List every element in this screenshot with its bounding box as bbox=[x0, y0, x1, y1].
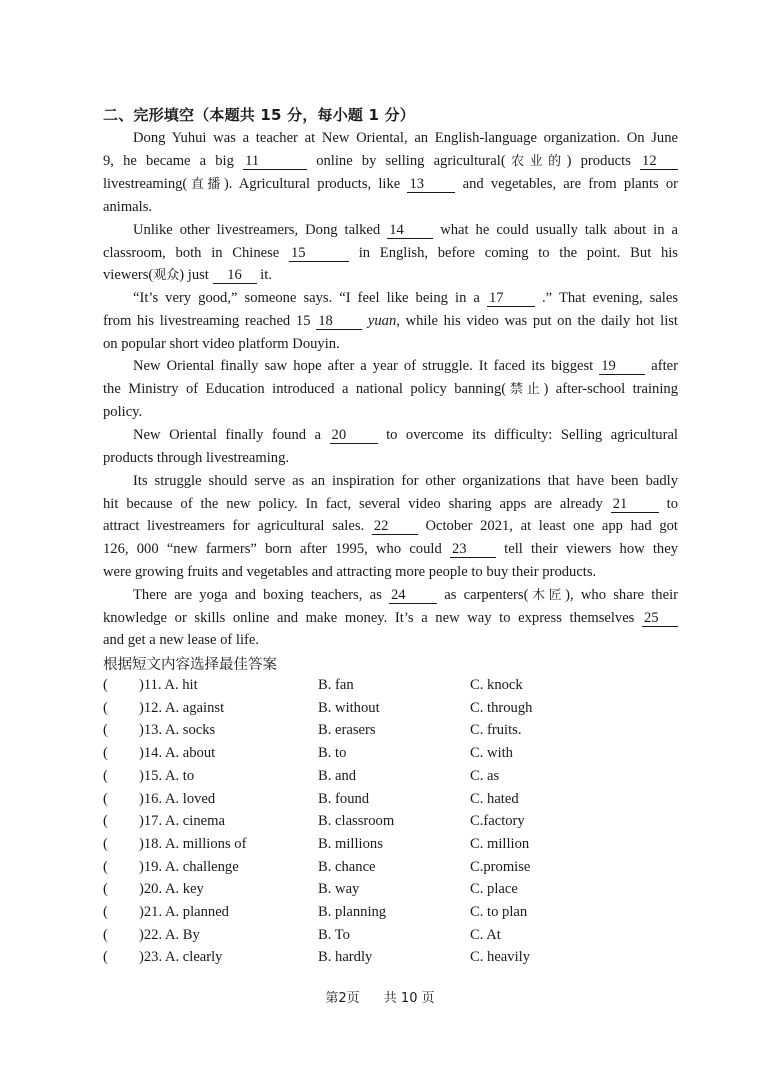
passage-line bbox=[103, 379, 678, 400]
question-row bbox=[103, 857, 663, 877]
text: classroom, both in Chinese bbox=[103, 245, 280, 261]
passage-line bbox=[103, 494, 678, 514]
text: viewers( bbox=[103, 267, 154, 283]
passage-line bbox=[103, 402, 678, 422]
option-a[interactable]: )17. A. cinema bbox=[139, 813, 225, 830]
text: and get a new lease of life. bbox=[103, 632, 259, 648]
passage-line bbox=[103, 630, 678, 650]
text: to overcome its difficulty: Selling agricultural bbox=[386, 427, 678, 443]
text: Its struggle should serve as an inspiration for other organizations that have been badly bbox=[133, 473, 678, 489]
text: hit because of the new policy. In fact, several video sharing apps are already bbox=[103, 496, 603, 512]
answer-slot[interactable]: ( bbox=[103, 926, 108, 943]
option-c[interactable]: C. place bbox=[470, 881, 518, 898]
text: yuan bbox=[367, 313, 397, 329]
blank-24[interactable]: 24 bbox=[389, 588, 437, 604]
text: knowledge or skills online and make money. It’s a new way to express themselves bbox=[103, 610, 635, 626]
option-a[interactable]: )21. A. planned bbox=[139, 904, 229, 920]
question-row bbox=[103, 675, 663, 695]
passage-line bbox=[103, 265, 678, 286]
option-a[interactable]: )18. A. millions of bbox=[139, 835, 247, 852]
blank-12[interactable]: 12 bbox=[640, 154, 678, 170]
blank-14[interactable]: 14 bbox=[387, 223, 433, 239]
answer-slot[interactable]: ( bbox=[103, 699, 108, 716]
passage-line bbox=[103, 151, 678, 172]
text: Dong Yuhui was a teacher at New Oriental, an English-language organization. On June bbox=[133, 130, 678, 146]
option-b[interactable]: B. millions bbox=[318, 835, 383, 852]
passage-line bbox=[103, 448, 678, 468]
passage-line bbox=[133, 585, 678, 606]
page-total: 共 10 页 bbox=[383, 991, 435, 1006]
text: to bbox=[666, 496, 678, 512]
page-footer bbox=[0, 987, 760, 1006]
option-b[interactable]: B. chance bbox=[318, 858, 376, 875]
text: Unlike other livestreamers, Dong talked bbox=[133, 222, 381, 238]
blank-21[interactable]: 21 bbox=[611, 497, 659, 513]
passage-line bbox=[103, 608, 678, 628]
text: 农业的 bbox=[505, 154, 567, 169]
question-row bbox=[103, 902, 663, 922]
option-b[interactable]: B. to bbox=[318, 745, 347, 762]
text: ), who share their bbox=[565, 587, 678, 603]
text: it. bbox=[260, 267, 272, 283]
text: livestreaming( bbox=[103, 176, 188, 192]
answer-slot[interactable]: ( bbox=[103, 949, 108, 966]
answer-slot[interactable]: ( bbox=[103, 767, 108, 784]
blank-18[interactable]: 18 bbox=[316, 314, 362, 330]
text: 9, he became a big bbox=[103, 153, 234, 169]
section-heading: 二、完形填空（本题共 15 分，每小题 1 分） bbox=[103, 106, 416, 124]
text: and vegetables, are from plants or bbox=[462, 176, 679, 192]
option-b[interactable]: B. way bbox=[318, 881, 360, 898]
text: 禁止 bbox=[506, 382, 544, 397]
question-row bbox=[103, 947, 663, 967]
option-b[interactable]: B. hardly bbox=[318, 949, 373, 966]
option-c[interactable]: C. as bbox=[470, 767, 500, 784]
option-a[interactable]: )19. A. challenge bbox=[139, 858, 239, 875]
option-b[interactable]: B. classroom bbox=[318, 813, 395, 830]
passage-line bbox=[103, 539, 678, 559]
text: 木匠 bbox=[528, 588, 566, 603]
question-row bbox=[103, 834, 663, 854]
text: in English, before coming to the point. But his bbox=[358, 245, 678, 261]
text: ). Agricultural products, like bbox=[223, 176, 401, 192]
answer-slot[interactable]: ( bbox=[103, 881, 108, 898]
option-a[interactable]: )23. A. clearly bbox=[139, 949, 223, 966]
blank-25[interactable]: 25 bbox=[642, 611, 678, 627]
text: ) after-school training bbox=[543, 381, 678, 397]
text: after bbox=[651, 358, 678, 374]
blank-20[interactable]: 20 bbox=[330, 428, 378, 444]
option-c[interactable]: C. to plan bbox=[470, 904, 528, 920]
answer-slot[interactable]: ( bbox=[103, 858, 108, 875]
option-a[interactable]: )15. A. to bbox=[139, 767, 195, 784]
passage-line bbox=[133, 471, 678, 491]
text: .” That evening, sales bbox=[542, 290, 679, 306]
option-a[interactable]: )20. A. key bbox=[139, 881, 204, 898]
text: policy. bbox=[103, 404, 143, 420]
passage-line bbox=[103, 562, 678, 582]
text: “It’s very good,” someone says. “I feel like being in a bbox=[133, 290, 480, 306]
option-a[interactable]: )13. A. socks bbox=[139, 722, 216, 739]
option-b[interactable]: B. and bbox=[318, 767, 357, 784]
option-b[interactable]: B. erasers bbox=[318, 722, 376, 739]
option-a[interactable]: )22. A. By bbox=[139, 926, 200, 943]
answer-slot[interactable]: ( bbox=[103, 677, 108, 693]
passage-line bbox=[133, 356, 678, 376]
passage-line bbox=[103, 174, 678, 195]
text: 126, 000 “new farmers” born after 1995, who could bbox=[103, 541, 442, 557]
blank-22[interactable]: 22 bbox=[372, 519, 418, 535]
passage-line bbox=[133, 220, 678, 240]
text: ) just bbox=[179, 267, 209, 283]
blank-11[interactable]: 11 bbox=[243, 154, 307, 170]
passage-line bbox=[103, 243, 678, 263]
answer-slot[interactable]: ( bbox=[103, 722, 108, 739]
text: online by selling agricultural( bbox=[316, 153, 506, 169]
question-row bbox=[103, 879, 663, 899]
blank-17[interactable]: 17 bbox=[487, 291, 535, 307]
question-row bbox=[103, 698, 663, 718]
answer-slot[interactable]: ( bbox=[103, 813, 108, 830]
text: the Ministry of Education introduced a national policy banning( bbox=[103, 381, 507, 397]
text: from his livestreaming reached 15 bbox=[103, 313, 311, 329]
text: as carpenters( bbox=[444, 587, 529, 603]
option-b[interactable]: B. To bbox=[318, 926, 350, 943]
text: New Oriental finally saw hope after a year of struggle. It faced its biggest bbox=[133, 358, 594, 374]
answer-slot[interactable]: ( bbox=[103, 790, 108, 807]
text: on popular short video platform Douyin. bbox=[103, 336, 340, 352]
text: 直播 bbox=[187, 177, 224, 192]
option-b[interactable]: B. without bbox=[318, 699, 380, 716]
blank-16[interactable]: 16 bbox=[213, 268, 257, 284]
option-b[interactable]: B. fan bbox=[318, 677, 354, 693]
option-c[interactable]: C. hated bbox=[470, 790, 519, 807]
option-c[interactable]: C. fruits. bbox=[470, 722, 522, 739]
answer-slot[interactable]: ( bbox=[103, 835, 108, 852]
question-row bbox=[103, 811, 663, 831]
option-a[interactable]: )16. A. loved bbox=[139, 790, 216, 807]
answer-slot[interactable]: ( bbox=[103, 745, 108, 762]
text: were growing fruits and vegetables and attracting more people to buy their products. bbox=[103, 564, 597, 580]
option-a[interactable]: )14. A. about bbox=[139, 745, 216, 762]
passage-line bbox=[133, 425, 678, 445]
question-row bbox=[103, 720, 663, 740]
text: 观众 bbox=[153, 268, 180, 283]
instruction-text: 根据短文内容选择最佳答案 bbox=[103, 657, 277, 673]
blank-19[interactable]: 19 bbox=[599, 359, 645, 375]
text: attract livestreamers for agricultural sales. bbox=[103, 518, 365, 534]
option-c[interactable]: C. with bbox=[470, 745, 513, 762]
text: ) products bbox=[566, 153, 631, 169]
option-c[interactable]: C. At bbox=[470, 926, 501, 943]
option-c[interactable]: C.factory bbox=[470, 813, 525, 830]
option-a[interactable]: )11. A. hit bbox=[139, 677, 198, 693]
option-b[interactable]: B. found bbox=[318, 790, 370, 807]
text: what he could usually talk about in a bbox=[440, 222, 678, 238]
text: October 2021, at least one app had got bbox=[425, 518, 678, 534]
text: tell their viewers how they bbox=[504, 541, 678, 557]
question-row bbox=[103, 743, 663, 763]
blank-13[interactable]: 13 bbox=[407, 177, 455, 193]
page-number: 第2页 bbox=[325, 991, 360, 1006]
passage-line bbox=[103, 334, 678, 354]
passage-line bbox=[103, 516, 678, 536]
blank-15[interactable]: 15 bbox=[289, 246, 349, 262]
passage-line bbox=[133, 128, 678, 148]
text: animals. bbox=[103, 199, 153, 215]
text: products through livestreaming. bbox=[103, 450, 290, 466]
answer-slot[interactable]: ( bbox=[103, 904, 108, 920]
option-b[interactable]: B. planning bbox=[318, 904, 387, 920]
option-c[interactable]: C. through bbox=[470, 699, 533, 716]
text: New Oriental finally found a bbox=[133, 427, 322, 443]
option-c[interactable]: C.promise bbox=[470, 858, 531, 875]
question-row bbox=[103, 789, 663, 809]
question-row bbox=[103, 925, 663, 945]
text: There are yoga and boxing teachers, as bbox=[133, 587, 382, 603]
option-c[interactable]: C. million bbox=[470, 835, 530, 852]
option-c[interactable]: C. heavily bbox=[470, 949, 530, 966]
passage-line bbox=[103, 311, 678, 331]
option-c[interactable]: C. knock bbox=[470, 677, 523, 693]
passage-line bbox=[103, 197, 678, 217]
passage-line bbox=[133, 288, 678, 308]
question-row bbox=[103, 766, 663, 786]
text: , while his video was put on the daily hot list bbox=[396, 313, 678, 329]
blank-23[interactable]: 23 bbox=[450, 542, 496, 558]
option-a[interactable]: )12. A. against bbox=[139, 699, 225, 716]
